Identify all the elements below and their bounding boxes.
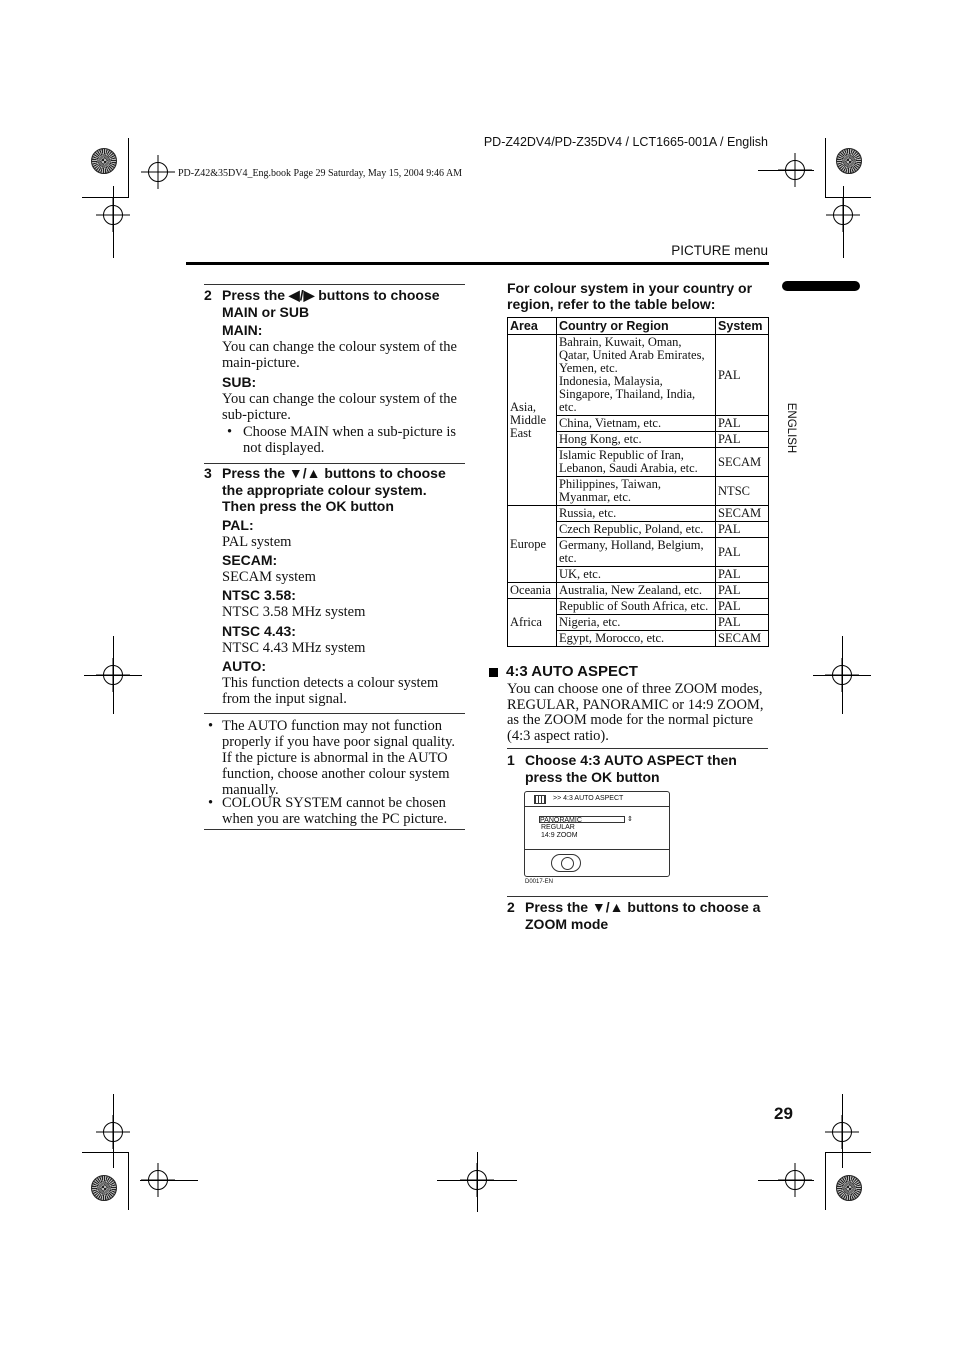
area-cell: Africa: [508, 599, 557, 647]
model-line: PD-Z42DV4/PD-Z35DV4 / LCT1665-001A / English: [483, 135, 768, 149]
aspect-text: You can choose one of three ZOOM modes, REGULAR, PANORAMIC or 14:9 ZOOM, as the ZOOM mode for the normal picture (4:3 aspect ratio).: [507, 681, 764, 744]
table-header-row: [508, 318, 769, 335]
system-cell: PAL: [716, 615, 769, 631]
registration-wheel-icon: [91, 1175, 117, 1201]
osd-item-selected: PANORAMIC: [539, 816, 625, 823]
sub-label: SUB:: [222, 374, 257, 390]
osd-menu-illustration: [524, 791, 670, 877]
country-cell: Philippines, Taiwan, Myanmar, etc.: [556, 477, 715, 506]
area-cell: Europe: [508, 506, 557, 583]
rule: [507, 896, 768, 897]
header-rule: [186, 262, 769, 265]
country-cell: Bahrain, Kuwait, Oman, Qatar, United Arab Emirates, Yemen, etc. Indonesia, Malaysia, Singapore, Thailand, India, etc.: [556, 335, 715, 416]
system-cell: PAL: [716, 432, 769, 448]
osd-item: REGULAR: [541, 824, 575, 831]
osd-cursor-icon: ⇕: [627, 816, 633, 823]
registration-cross-icon: [148, 162, 168, 182]
osd-item: 14:9 ZOOM: [541, 832, 578, 839]
page-number: 29: [774, 1104, 793, 1123]
system-cell: PAL: [716, 583, 769, 599]
header-country: Country or Region: [556, 318, 715, 335]
country-cell: Nigeria, etc.: [556, 615, 715, 631]
area-cell: Oceania: [508, 583, 557, 599]
country-cell: Egypt, Morocco, etc.: [556, 631, 715, 647]
country-cell: Russia, etc.: [556, 506, 715, 522]
country-cell: Islamic Republic of Iran, Lebanon, Saudi Arabia, etc.: [556, 448, 715, 477]
system-cell: NTSC: [716, 477, 769, 506]
ntsc443-text: NTSC 4.43 MHz system: [222, 640, 366, 656]
rule: [204, 713, 465, 714]
header-system: System: [716, 318, 769, 335]
osd-code: D0017-EN: [525, 879, 554, 885]
table-row: [508, 335, 769, 416]
registration-wheel-icon: [836, 148, 862, 174]
rule: [204, 284, 465, 285]
system-cell: PAL: [716, 335, 769, 416]
secam-label: SECAM:: [222, 552, 278, 568]
system-cell: PAL: [716, 538, 769, 567]
country-cell: Australia, New Zealand, etc.: [556, 583, 715, 599]
pal-label: PAL:: [222, 517, 254, 533]
system-cell: PAL: [716, 567, 769, 583]
country-cell: Republic of South Africa, etc.: [556, 599, 715, 615]
area-cell: Asia, Middle East: [508, 335, 557, 506]
system-cell: SECAM: [716, 506, 769, 522]
rule: [204, 463, 465, 464]
rule: [204, 829, 465, 830]
rule: [507, 748, 768, 749]
table-row: [508, 583, 769, 599]
colour-system-table: [507, 317, 769, 647]
main-label: MAIN:: [222, 322, 263, 338]
header-area: Area: [508, 318, 557, 335]
section-square-icon: [489, 668, 498, 677]
pal-text: PAL system: [222, 534, 292, 550]
table-row: [508, 599, 769, 615]
system-cell: PAL: [716, 522, 769, 538]
country-cell: UK, etc.: [556, 567, 715, 583]
system-cell: PAL: [716, 416, 769, 432]
ntsc443-label: NTSC 4.43:: [222, 623, 296, 639]
section-title: PICTURE menu: [671, 243, 768, 258]
remote-control-icon: [551, 854, 581, 872]
osd-title: >> 4:3 AUTO ASPECT: [553, 795, 624, 802]
registration-wheel-icon: [836, 1175, 862, 1201]
side-tab-bar: [782, 281, 860, 291]
auto-text: This function detects a colour system from the input signal.: [222, 675, 439, 707]
sub-text: You can change the colour system of the sub-picture.: [222, 391, 457, 423]
table-intro: For colour system in your country or region, refer to the table below:: [507, 280, 753, 312]
registration-wheel-icon: [91, 148, 117, 174]
country-cell: Czech Republic, Poland, etc.: [556, 522, 715, 538]
aspect-heading: 4:3 AUTO ASPECT: [506, 663, 638, 680]
system-cell: PAL: [716, 599, 769, 615]
country-cell: Hong Kong, etc.: [556, 432, 715, 448]
auto-label: AUTO:: [222, 658, 267, 674]
country-cell: China, Vietnam, etc.: [556, 416, 715, 432]
side-tab-label: ENGLISH: [785, 402, 797, 454]
system-cell: SECAM: [716, 448, 769, 477]
table-row: [508, 506, 769, 522]
main-text: You can change the colour system of the main-picture.: [222, 339, 457, 371]
country-cell: Germany, Holland, Belgium, etc.: [556, 538, 715, 567]
ntsc358-label: NTSC 3.58:: [222, 587, 296, 603]
system-cell: SECAM: [716, 631, 769, 647]
ntsc358-text: NTSC 3.58 MHz system: [222, 604, 366, 620]
secam-text: SECAM system: [222, 569, 316, 585]
book-line: PD-Z42&35DV4_Eng.book Page 29 Saturday, May 15, 2004 9:46 AM: [178, 168, 463, 179]
menu-icon: [534, 795, 546, 804]
